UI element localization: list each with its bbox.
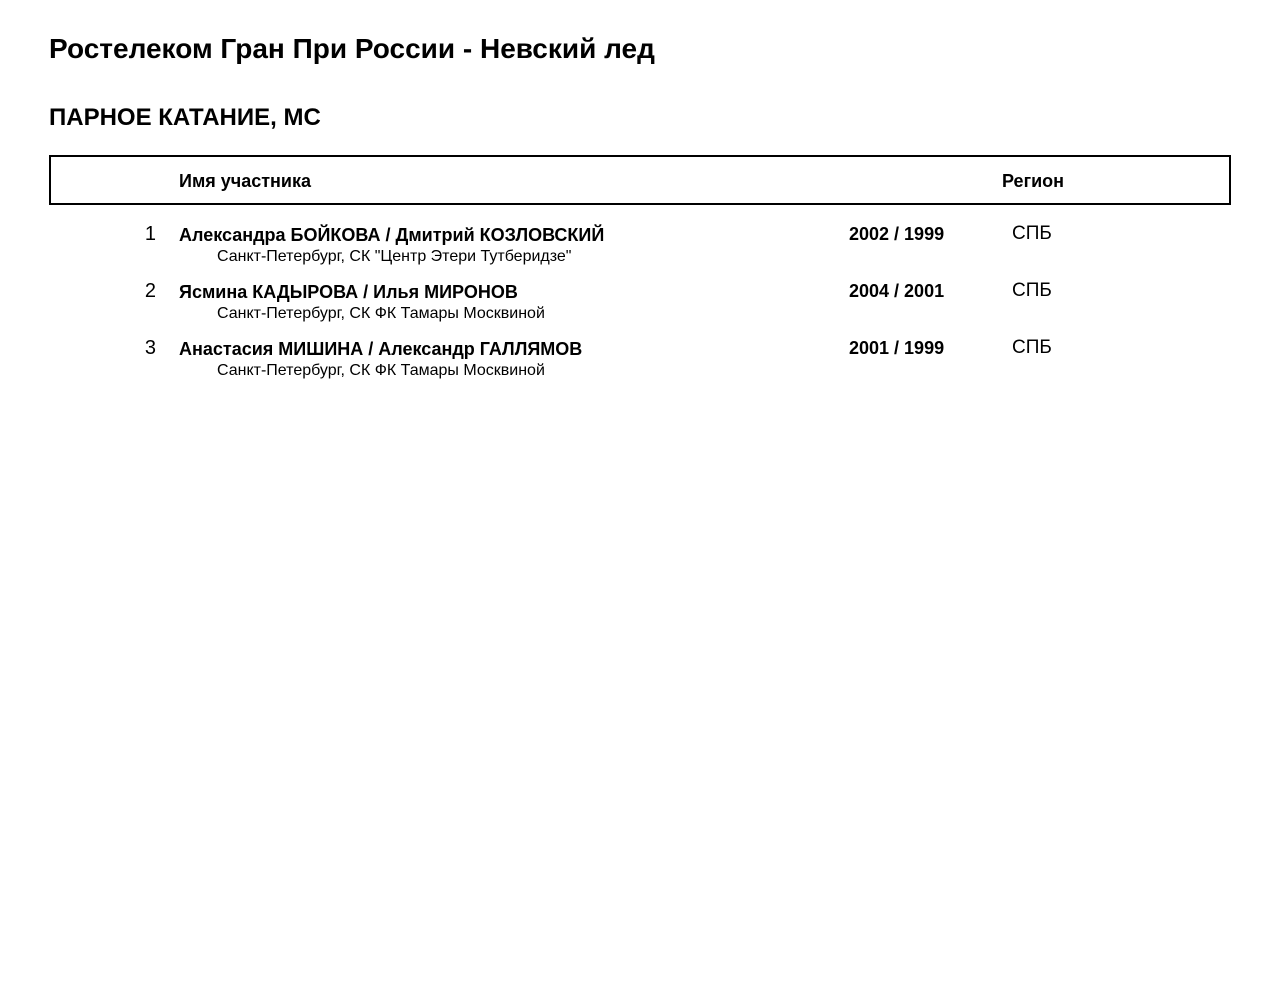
table-row: [0, 222, 1280, 272]
entry-region: СПБ: [1012, 337, 1052, 358]
entry-region: СПБ: [1012, 223, 1052, 244]
header-region-label: Регион: [1002, 171, 1064, 191]
entry-names: Анастасия МИШИНА / Александр ГАЛЛЯМОВ: [179, 339, 583, 359]
entry-club: Санкт-Петербург, СК "Центр Этери Тутберидзе": [217, 248, 572, 265]
entry-birth-years: 2004 / 2001: [849, 281, 945, 301]
entry-rank: 2: [144, 280, 156, 302]
entry-rank: 1: [144, 223, 156, 245]
category-title: ПАРНОЕ КАТАНИЕ, МС: [49, 104, 321, 131]
table-row: [0, 279, 1280, 329]
table-header: [49, 155, 1231, 205]
entry-club: Санкт-Петербург, СК ФК Тамары Москвиной: [217, 305, 545, 322]
entry-rank: 3: [144, 337, 156, 359]
entry-birth-years: 2001 / 1999: [849, 338, 945, 358]
header-name-label: Имя участника: [179, 171, 312, 191]
entry-names: Александра БОЙКОВА / Дмитрий КОЗЛОВСКИЙ: [179, 225, 605, 245]
entry-club: Санкт-Петербург, СК ФК Тамары Москвиной: [217, 362, 545, 379]
entry-region: СПБ: [1012, 280, 1052, 301]
table-row: [0, 336, 1280, 386]
entry-birth-years: 2002 / 1999: [849, 224, 945, 244]
event-title: Ростелеком Гран При России - Невский лед: [49, 33, 655, 64]
entry-names: Ясмина КАДЫРОВА / Илья МИРОНОВ: [179, 282, 518, 302]
